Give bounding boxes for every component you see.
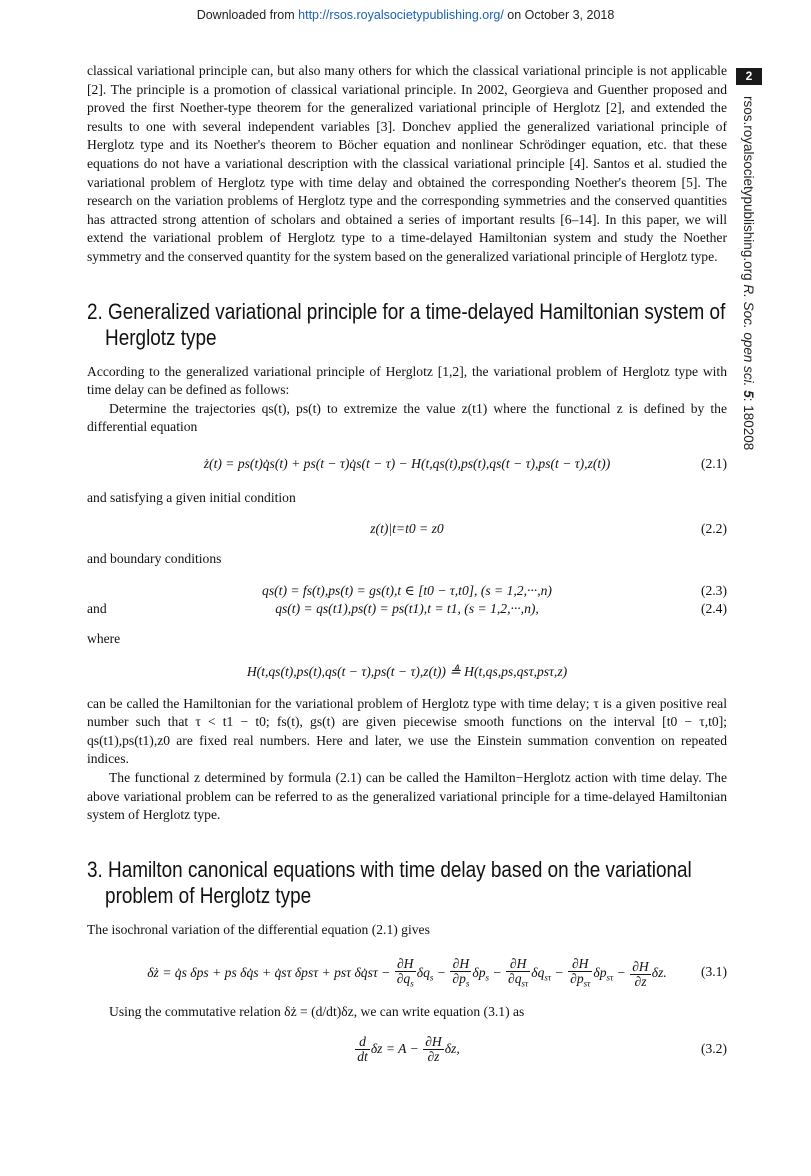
s3-paragraph-2: Using the commutative relation δż = (d/dt)δz, we can write equation (3.1) as: [109, 1004, 525, 1020]
equation-where-body: H(t,qs(t),ps(t),qs(t − τ),ps(t − τ),z(t)) ≜ H(t,qs,ps,qsτ,psτ,z): [246, 663, 568, 679]
equation-3-1-lhs: δż = q̇s δps + ps δq̇s + q̇sτ δpsτ + psτ δq̇sτ: [147, 965, 378, 981]
section-3-title: 3. Hamilton canonical equations with time delay based on the variational problem of Herglotz type: [87, 856, 692, 908]
download-notice: [0, 8, 811, 22]
equation-3-2: $\frac{d}{dt}$ δz = A − $\frac{\partial H}{\partial z}$ δz, (3.2): [357, 1034, 727, 1065]
s2-paragraph-5: where: [87, 631, 121, 647]
equation-2-2: [87, 520, 727, 538]
journal-article: : 180208: [741, 397, 756, 451]
journal-name: R. Soc. open sci.: [741, 284, 756, 387]
download-url-link[interactable]: http://rsos.royalsocietypublishing.org/: [298, 8, 504, 22]
equation-2-4-label: and: [87, 601, 107, 617]
equation-3-1-number: (3.1): [700, 964, 727, 980]
equation-2-3: [87, 582, 727, 600]
equation-2-1-body: ż(t) = ps(t)q̇s(t) + ps(t − τ)q̇s(t − τ) − H(t,qs(t),ps(t),qs(t − τ),ps(t − τ),z(t)): [203, 455, 611, 471]
download-prefix: Downloaded from: [196, 8, 299, 22]
equation-where: [87, 663, 727, 681]
s2-paragraph-3: and satisfying a given initial condition: [87, 489, 296, 505]
equation-2-4-body: qs(t) = qs(t1),ps(t) = ps(t1),t = t1, (s = 1,2,···,n),: [275, 601, 539, 617]
s2-paragraph-4: and boundary conditions: [87, 550, 222, 566]
journal-volume: 5: [741, 390, 756, 398]
s3-paragraph-1: The isochronal variation of the differential equation (2.1) gives: [87, 921, 430, 937]
equation-3-2-number: (3.2): [700, 1041, 727, 1057]
equation-2-2-body: z(t)|t=t0 = z0: [370, 520, 444, 536]
section-2-title: 2. Generalized variational principle for a time-delayed Hamiltonian system of Herglotz type: [87, 298, 726, 350]
intro-paragraph: classical variational principle can, but also many others for which the classical variational principle is not applicable [2]. The principle is a promotion of classical variational principle. In 2002, Georgieva and Guenther proposed and proved the first Noether-type theorem for the generalized variational principle of Herglotz [2], and extended the results to one with several independent variables [3]. Donchev applied the generalized variational principle of Herglotz type and its Noether's theorem to Böcher equation and nonlinear Schrödinger equation, etc. that these equations do not have a variational description with the classical variational principle [4]. Santos et al. studied the variational problem of Herglotz type with time delay and obtained the corresponding Noether's theorem [5]. The research on the variation problems of Herglotz type and the corresponding symmetries and the conserved quantities has attracted strong attention of scholars and obtained a series of important results [6–14]. In this paper, we will extend the variational problem of Herglotz type to a time-delayed Hamiltonian system and study the Noether symmetry and the conserved quantity for the system based on the generalized variational principle of Herglotz type.: [87, 63, 727, 264]
s2-paragraph-6: can be called the Hamiltonian for the variational problem of Herglotz type with time delay; τ is a given positive real number such that τ < t1 − t0; fs(t), gs(t) are given piecewise smooth functions on the interval [t0 − τ,t0]; qs(t1),ps(t1),z0 are fixed real numbers. Here and later, we use the Einstein summation convention on repeated indices.: [87, 695, 727, 767]
equation-2-3-body: qs(t) = fs(t),ps(t) = gs(t),t ∈ [t0 − τ,t0], (s = 1,2,···,n): [262, 583, 552, 599]
equation-2-1: [87, 455, 727, 473]
equation-2-4-number: (2.4): [700, 601, 727, 617]
download-date: on October 3, 2018: [503, 8, 615, 22]
journal-site: rsos.royalsocietypublishing.org: [741, 96, 756, 281]
equation-2-1-number: (2.1): [700, 455, 727, 471]
equation-2-2-number: (2.2): [700, 520, 727, 536]
page-number: 2: [736, 68, 762, 85]
s2-paragraph-7: The functional z determined by formula (2.1) can be called the Hamilton−Herglotz action with time delay. The above variational problem can be referred to as the generalized variational principle for a time-delayed Hamiltonian system of Herglotz type.: [87, 770, 727, 823]
equation-2-3-number: (2.3): [700, 583, 727, 599]
s2-paragraph-1: According to the generalized variational principle of Herglotz [1,2], the variational problem of Herglotz type with time delay can be defined as follows:: [87, 363, 727, 398]
equation-2-4: [87, 600, 727, 618]
article-body: [87, 62, 727, 1064]
equation-3-1: δż = q̇s δps + ps δq̇s + q̇sτ δpsτ + psτ δq̇sτ − $\frac{\partial H}{\partial q_s}$ $\delta q_s$ − $\frac{\partial H}{\partial p_s}$ $\delta p_s$ − $\frac{\partial H}{\partial q_{s\tau}}$ $\delta q_{s\tau}$ − $\frac{\partial H}{\partial p_{s\tau}}$ $\delta p_{s\tau}$ − $\frac{\partial H}{\partial z}$ δz. (3.1): [147, 956, 727, 990]
journal-sidebar: [741, 96, 756, 450]
s2-paragraph-2: Determine the trajectories qs(t), ps(t) to extremize the value z(t1) where the functional z is defined by the differential equation: [87, 400, 727, 435]
